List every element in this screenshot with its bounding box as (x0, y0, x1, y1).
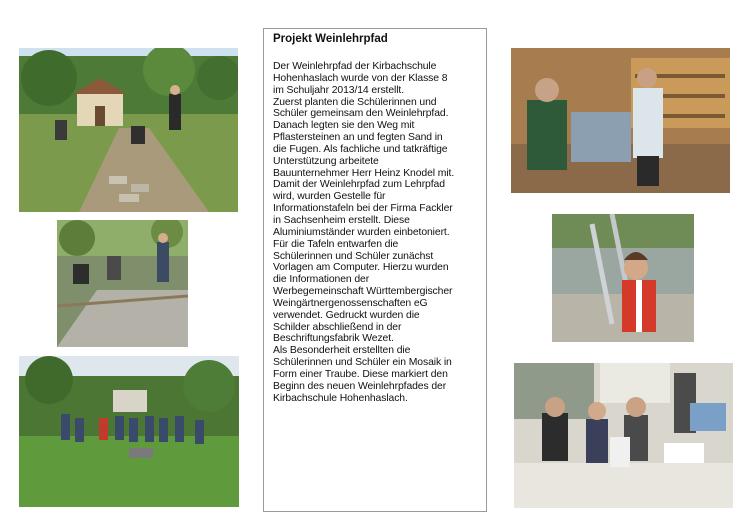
photo-path-construction (19, 48, 238, 212)
photo-workshop (511, 48, 730, 193)
article-body: Der Weinlehrpfad der Kirbachschule Hohenhaslach wurde von der Klasse 8 im Schuljahr 2013/14 erstellt. Zuerst planten die Schülerinnen und Schüler gemeinsam den Weinlehrpfad. Danach legten sie den Weg mit Pflastersteinen an und fegten Sand in die Fugen. Als fachliche und tatkräftige Unterstützung arbeitete Bauunternehmer Herr Heinz Knodel mit. Damit der Weinlehrpfad zum Lehrpfad wird, wurden Gestelle für Informationstafeln bei der Firma Fackler in Sachsenheim erstellt. Diese Aluminiumständer wurden einbetoniert. Für die Tafeln entwarfen die Schülerinnen und Schüler zunächst Vorlagen am Computer. Hierzu wurden die Informationen der Werbegemeinschaft Württembergischer Weingärtnergenossenschaften eG verwendet. Gedruckt wurden die Schilder abschließend in der Beschriftungsfabrik Wezet. Als Besonderheit erstellten die Schülerinnen und Schüler ein Mosaik in Form einer Traube. Diese markiert den Beginn des neuen Weinlehrpfades der Kirbachschule Hohenhaslach. (273, 61, 455, 404)
photo-laying-stones (57, 220, 188, 347)
article-title: Projekt Weinlehrpfad (273, 33, 388, 45)
photo-computer-room (514, 363, 733, 508)
photo-group-class (19, 356, 239, 507)
photo-boy-with-frame (552, 214, 694, 342)
article-box (263, 28, 487, 512)
